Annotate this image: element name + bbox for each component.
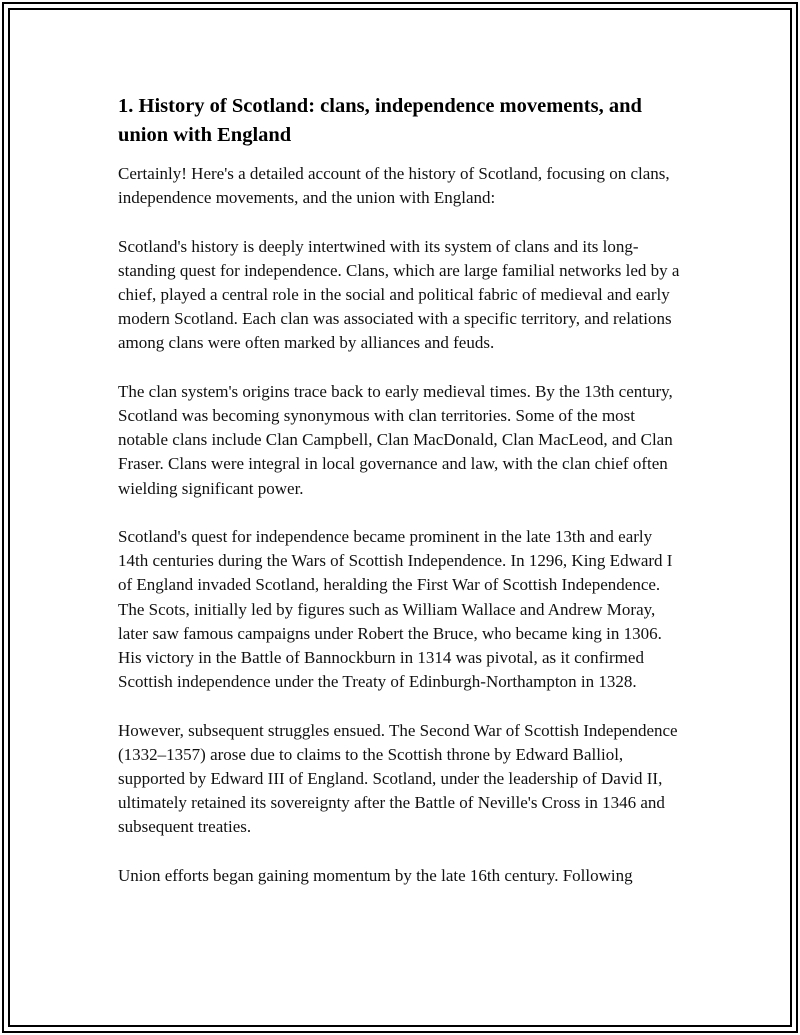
paragraph-first-war-independence: Scotland's quest for independence became prominent in the late 13th and early 14th centuries during the Wars of Scottish Independence. In 1296, King Edward I of England invaded Scotland, heralding the First War of Scottish Independence. The Scots, initially led by figures such as William Wallace and Andrew Moray, later saw famous campaigns under Robert the Bruce, who became king in 1306. His victory in the Battle of Bannockburn in 1314 was pivotal, as it confirmed Scottish independence under the Treaty of Edinburgh-Northampton in 1328. [118, 527, 673, 692]
paragraph-clans-overview: Scotland's history is deeply intertwined with its system of clans and its long-standing quest for independence. Clans, which are large familial networks led by a chief, played a central role in the social and political fabric of medieval and early modern Scotland. Each clan was associated with a specific territory, and relations among clans were often marked by alliances and feuds. [118, 236, 680, 353]
document-title: 1. History of Scotland: clans, independence movements, and union with England [118, 95, 642, 146]
paragraph-intro: Certainly! Here's a detailed account of the history of Scotland, focusing on clans, independence movements, and the union with England: [118, 164, 670, 208]
document-page [118, 92, 686, 912]
paragraph-second-war-independence: However, subsequent struggles ensued. The Second War of Scottish Independence (1332–1357) arose due to claims to the Scottish throne by Edward Balliol, supported by Edward III of England. Scotland, under the leadership of David II, ultimately retained its sovereignty after the Battle of Neville's Cross in 1346 and subsequent treaties. [118, 720, 678, 837]
paragraph-clan-origins: The clan system's origins trace back to early medieval times. By the 13th century, Scotland was becoming synonymous with clan territories. Some of the most notable clans include Clan Campbell, Clan MacDonald, Clan MacLeod, and Clan Fraser. Clans were integral in local governance and law, with the clan chief often wielding significant power. [118, 381, 673, 498]
paragraph-union-efforts: Union efforts began gaining momentum by the late 16th century. Following [118, 865, 633, 885]
